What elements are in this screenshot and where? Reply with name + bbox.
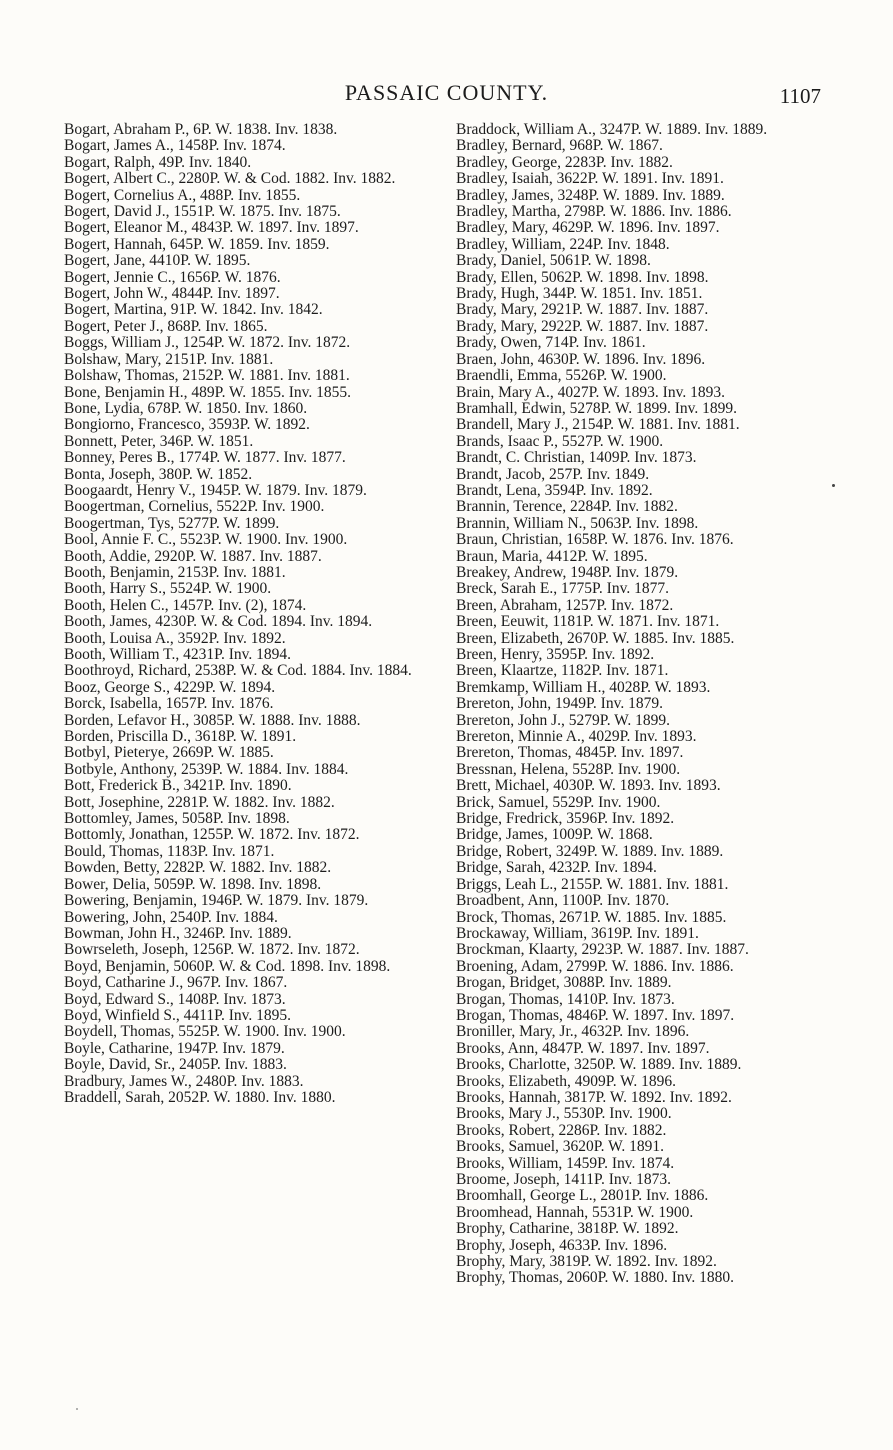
index-entry: Booth, Helen C., 1457P. Inv. (2), 1874. [64, 596, 307, 614]
index-entry: Brooks, Mary J., 5530P. Inv. 1900. [456, 1105, 672, 1123]
index-entry: Bogart, James A., 1458P. Inv. 1874. [64, 137, 286, 155]
index-entry: Bone, Benjamin H., 489P. W. 1855. Inv. 1855. [64, 383, 352, 401]
index-entry: Bramhall, Edwin, 5278P. W. 1899. Inv. 1899. [456, 399, 738, 417]
index-entry: Bowering, John, 2540P. Inv. 1884. [64, 908, 278, 926]
index-entry: Boyd, Catharine J., 967P. Inv. 1867. [64, 974, 288, 992]
index-entry: Brockaway, William, 3619P. Inv. 1891. [456, 924, 699, 942]
index-entry: Bridge, Robert, 3249P. W. 1889. Inv. 1889. [456, 842, 724, 860]
index-entry: Brophy, Catharine, 3818P. W. 1892. [456, 1220, 679, 1238]
index-entry: Botbyl, Pieterye, 2669P. W. 1885. [64, 744, 274, 762]
index-entry: Brady, Ellen, 5062P. W. 1898. Inv. 1898. [456, 268, 709, 286]
index-entry: Brannin, William N., 5063P. Inv. 1898. [456, 514, 699, 532]
stray-mark [832, 484, 835, 487]
index-entry: Brereton, Minnie A., 4029P. Inv. 1893. [456, 728, 697, 746]
index-entry: Borck, Isabella, 1657P. Inv. 1876. [64, 695, 274, 713]
index-entry: Bradley, Mary, 4629P. W. 1896. Inv. 1897. [456, 219, 720, 237]
index-entry: Breen, Eeuwit, 1181P. W. 1871. Inv. 1871. [456, 613, 720, 631]
index-entry: Bottomley, James, 5058P. Inv. 1898. [64, 810, 290, 828]
index-entry: Bowman, John H., 3246P. Inv. 1889. [64, 924, 292, 942]
index-entry: Bridge, Sarah, 4232P. Inv. 1894. [456, 859, 657, 877]
index-entry: Boogertman, Cornelius, 5522P. Inv. 1900. [64, 498, 325, 516]
index-entry: Bonney, Peres B., 1774P. W. 1877. Inv. 1877. [64, 449, 346, 467]
index-entry: Boyle, David, Sr., 2405P. Inv. 1883. [64, 1056, 287, 1074]
index-entry: Brereton, John, 1949P. Inv. 1879. [456, 695, 663, 713]
index-entry: Bogert, Jane, 4410P. W. 1895. [64, 252, 251, 270]
index-entry: Braun, Maria, 4412P. W. 1895. [456, 547, 648, 565]
index-entry: Brogan, Thomas, 4846P. W. 1897. Inv. 1897. [456, 1006, 735, 1024]
index-entry: Brain, Mary A., 4027P. W. 1893. Inv. 1893. [456, 383, 725, 401]
index-entry: Brophy, Thomas, 2060P. W. 1880. Inv. 1880. [456, 1269, 735, 1287]
index-entry: Broomhead, Hannah, 5531P. W. 1900. [456, 1203, 694, 1221]
index-entry: Bressnan, Helena, 5528P. Inv. 1900. [456, 760, 681, 778]
index-entry: Brooks, Charlotte, 3250P. W. 1889. Inv. 1889. [456, 1056, 742, 1074]
index-entry: Brady, Owen, 714P. Inv. 1861. [456, 334, 646, 352]
index-entry: Bottomly, Jonathan, 1255P. W. 1872. Inv. 1872. [64, 826, 360, 844]
index-entry: Broome, Joseph, 1411P. Inv. 1873. [456, 1171, 671, 1188]
index-entry: Booth, Addie, 2920P. W. 1887. Inv. 1887. [64, 547, 322, 565]
index-entry: Bowering, Benjamin, 1946P. W. 1879. Inv. 1879. [64, 892, 369, 910]
index-entry: Boyle, Catharine, 1947P. Inv. 1879. [64, 1039, 285, 1057]
index-entry: Booth, Harry S., 5524P. W. 1900. [64, 580, 272, 598]
index-entry: Broening, Adam, 2799P. W. 1886. Inv. 1886. [456, 957, 734, 975]
index-entry: Bolshaw, Thomas, 2152P. W. 1881. Inv. 1881. [64, 367, 350, 385]
index-entry: Bogert, Jennie C., 1656P. W. 1876. [64, 268, 281, 286]
index-entry: Boggs, William J., 1254P. W. 1872. Inv. 1872. [64, 334, 351, 352]
index-entry: Bogert, David J., 1551P. W. 1875. Inv. 1875. [64, 203, 341, 221]
index-entry: Breen, Klaartze, 1182P. Inv. 1871. [456, 662, 669, 680]
index-entry: Brock, Thomas, 2671P. W. 1885. Inv. 1885. [456, 908, 727, 926]
index-entry: Brogan, Bridget, 3088P. Inv. 1889. [456, 974, 672, 992]
index-entry: Brett, Michael, 4030P. W. 1893. Inv. 1893. [456, 777, 721, 795]
index-entry: Boogertman, Tys, 5277P. W. 1899. [64, 514, 280, 532]
index-entry: Botbyle, Anthony, 2539P. W. 1884. Inv. 1884. [64, 760, 349, 778]
index-entry: Boogaardt, Henry V., 1945P. W. 1879. Inv. 1879. [64, 481, 367, 499]
page-number: 1107 [779, 84, 821, 108]
left-column [64, 122, 439, 1106]
index-entry: Bowden, Betty, 2282P. W. 1882. Inv. 1882. [64, 859, 332, 877]
index-entry: Brogan, Thomas, 1410P. Inv. 1873. [456, 990, 675, 1008]
page-title: PASSAIC COUNTY. [344, 80, 549, 105]
index-entry: Braen, John, 4630P. W. 1896. Inv. 1896. [456, 350, 706, 368]
index-entry: Bould, Thomas, 1183P. Inv. 1871. [64, 842, 275, 860]
index-entry: Bowrseleth, Joseph, 1256P. W. 1872. Inv. 1872. [64, 941, 360, 959]
index-entry: Brady, Mary, 2921P. W. 1887. Inv. 1887. [456, 301, 709, 319]
index-entry: Brady, Daniel, 5061P. W. 1898. [456, 252, 651, 270]
index-entry: Bridge, James, 1009P. W. 1868. [456, 826, 653, 844]
index-entry: Breck, Sarah E., 1775P. Inv. 1877. [456, 580, 669, 598]
index-entry: Braendli, Emma, 5526P. W. 1900. [456, 367, 667, 385]
index-entry: Bone, Lydia, 678P. W. 1850. Inv. 1860. [64, 399, 308, 417]
index-entry: Bogert, Peter J., 868P. Inv. 1865. [64, 317, 268, 335]
index-entry: Brooks, Elizabeth, 4909P. W. 1896. [456, 1072, 677, 1090]
index-entry: Bool, Annie F. C., 5523P. W. 1900. Inv. 1900. [64, 531, 348, 549]
index-entry: Boothroyd, Richard, 2538P. W. & Cod. 1884. Inv. 1884. [64, 662, 412, 680]
index-entry: Bower, Delia, 5059P. W. 1898. Inv. 1898. [64, 875, 322, 893]
index-entry: Boydell, Thomas, 5525P. W. 1900. Inv. 1900. [64, 1023, 346, 1041]
index-entry: Briggs, Leah L., 2155P. W. 1881. Inv. 1881. [456, 875, 729, 893]
index-entry: Bogart, Ralph, 49P. Inv. 1840. [64, 153, 252, 171]
index-entry: Booz, George S., 4229P. W. 1894. [64, 678, 276, 696]
index-entry: Braun, Christian, 1658P. W. 1876. Inv. 1876. [456, 531, 734, 549]
index-entry: Boyd, Winfield S., 4411P. Inv. 1895. [64, 1006, 292, 1024]
index-entry: Brady, Mary, 2922P. W. 1887. Inv. 1887. [456, 317, 709, 335]
index-entry: Bonnett, Peter, 346P. W. 1851. [64, 432, 254, 450]
index-entry: Bogert, Hannah, 645P. W. 1859. Inv. 1859. [64, 235, 330, 253]
index-entry: Bonta, Joseph, 380P. W. 1852. [64, 465, 253, 483]
index-entry: Brandt, Jacob, 257P. Inv. 1849. [456, 465, 650, 483]
index-entry: Bradley, Martha, 2798P. W. 1886. Inv. 1886. [456, 203, 732, 221]
index-entry: Bradley, George, 2283P. Inv. 1882. [456, 153, 673, 171]
index-entry: Brannin, Terence, 2284P. Inv. 1882. [456, 498, 678, 516]
index-entry: Brooks, Ann, 4847P. W. 1897. Inv. 1897. [456, 1039, 710, 1057]
index-entry: Brockman, Klaarty, 2923P. W. 1887. Inv. 1887. [456, 941, 749, 959]
index-entry: Brooks, Robert, 2286P. Inv. 1882. [456, 1121, 667, 1139]
index-entry: Bott, Josephine, 2281P. W. 1882. Inv. 1882. [64, 793, 335, 811]
index-entry: Borden, Lefavor H., 3085P. W. 1888. Inv. 1888. [64, 711, 361, 729]
index-entry: Brophy, Mary, 3819P. W. 1892. Inv. 1892. [456, 1253, 717, 1271]
index-entry: Breen, Henry, 3595P. Inv. 1892. [456, 646, 655, 663]
index-entry: Bongiorno, Francesco, 3593P. W. 1892. [64, 416, 310, 434]
index-entry: Bogart, Abraham P., 6P. W. 1838. Inv. 1838. [64, 121, 338, 138]
index-entry: Boyd, Edward S., 1408P. Inv. 1873. [64, 990, 286, 1008]
index-entry: Brereton, Thomas, 4845P. Inv. 1897. [456, 744, 684, 762]
stray-mark [76, 1408, 78, 1410]
index-entry: Brandell, Mary J., 2154P. W. 1881. Inv. 1881. [456, 416, 740, 434]
index-entry: Broniller, Mary, Jr., 4632P. Inv. 1896. [456, 1023, 690, 1041]
index-entry: Brooks, Samuel, 3620P. W. 1891. [456, 1138, 664, 1156]
index-entry: Brick, Samuel, 5529P. Inv. 1900. [456, 793, 661, 811]
index-entry: Bott, Frederick B., 3421P. Inv. 1890. [64, 777, 292, 795]
index-entry: Brady, Hugh, 344P. W. 1851. Inv. 1851. [456, 285, 703, 303]
index-entry: Brooks, Hannah, 3817P. W. 1892. Inv. 1892. [456, 1088, 732, 1106]
index-entry: Braddock, William A., 3247P. W. 1889. Inv. 1889. [456, 121, 768, 138]
index-entry: Brands, Isaac P., 5527P. W. 1900. [456, 432, 664, 450]
index-entry: Bogert, Cornelius A., 488P. Inv. 1855. [64, 186, 301, 204]
index-entry: Breen, Abraham, 1257P. Inv. 1872. [456, 596, 674, 614]
index-entry: Booth, William T., 4231P. Inv. 1894. [64, 646, 292, 663]
index-entry: Bolshaw, Mary, 2151P. Inv. 1881. [64, 350, 274, 368]
index-entry: Bradley, William, 224P. Inv. 1848. [456, 235, 670, 253]
index-entry: Bogert, Martina, 91P. W. 1842. Inv. 1842. [64, 301, 323, 319]
index-entry: Breakey, Andrew, 1948P. Inv. 1879. [456, 563, 679, 581]
index-entry: Bradley, Isaiah, 3622P. W. 1891. Inv. 1891. [456, 170, 724, 188]
index-entry: Borden, Priscilla D., 3618P. W. 1891. [64, 728, 297, 746]
index-entry: Bradbury, James W., 2480P. Inv. 1883. [64, 1072, 304, 1090]
index-entry: Braddell, Sarah, 2052P. W. 1880. Inv. 1880. [64, 1088, 336, 1106]
index-entry: Bremkamp, William H., 4028P. W. 1893. [456, 678, 711, 696]
index-entry: Booth, Louisa A., 3592P. Inv. 1892. [64, 629, 286, 647]
index-entry: Boyd, Benjamin, 5060P. W. & Cod. 1898. Inv. 1898. [64, 957, 391, 975]
index-entry: Broomhall, George L., 2801P. Inv. 1886. [456, 1187, 709, 1205]
index-entry: Bogert, Eleanor M., 4843P. W. 1897. Inv. 1897. [64, 219, 359, 237]
index-entry: Booth, James, 4230P. W. & Cod. 1894. Inv. 1894. [64, 613, 373, 631]
index-entry: Bradley, James, 3248P. W. 1889. Inv. 1889. [456, 186, 725, 204]
index-entry: Bradley, Bernard, 968P. W. 1867. [456, 137, 663, 155]
index-entry: Brandt, Lena, 3594P. Inv. 1892. [456, 481, 653, 499]
index-entry: Booth, Benjamin, 2153P. Inv. 1881. [64, 563, 286, 581]
index-entry: Brandt, C. Christian, 1409P. Inv. 1873. [456, 449, 697, 467]
index-entry: Broadbent, Ann, 1100P. Inv. 1870. [456, 892, 670, 910]
right-column [456, 122, 831, 1287]
index-entry: Breen, Elizabeth, 2670P. W. 1885. Inv. 1885. [456, 629, 735, 647]
index-entry: Bogert, Albert C., 2280P. W. & Cod. 1882. Inv. 1882. [64, 170, 396, 188]
index-entry: Bogert, John W., 4844P. Inv. 1897. [64, 285, 280, 303]
index-entry: Brooks, William, 1459P. Inv. 1874. [456, 1154, 675, 1172]
index-entry: Brereton, John J., 5279P. W. 1899. [456, 711, 670, 729]
index-entry: Bridge, Fredrick, 3596P. Inv. 1892. [456, 810, 675, 828]
index-entry: Brophy, Joseph, 4633P. Inv. 1896. [456, 1236, 668, 1254]
